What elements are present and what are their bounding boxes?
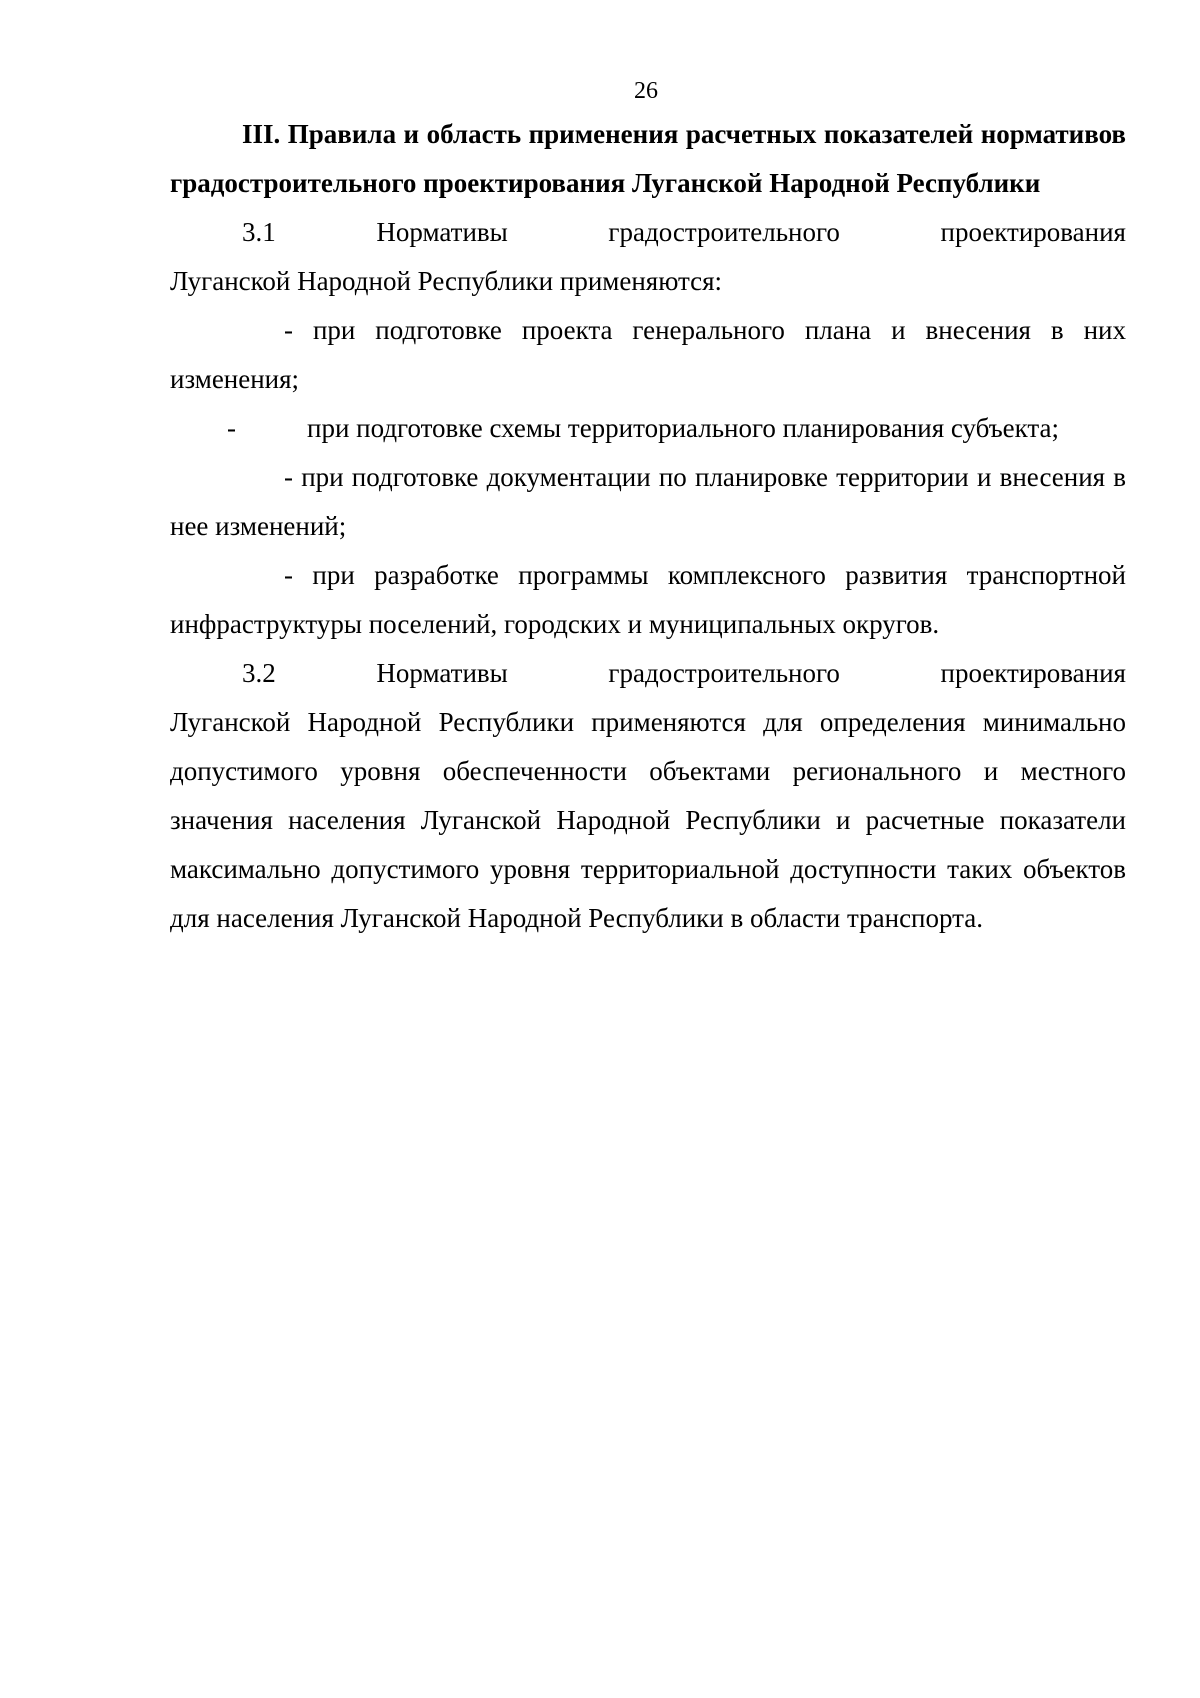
page-content	[170, 110, 1126, 943]
bullet-text: при подготовке проекта генерального плана и внесения в них изменения;	[170, 315, 1127, 394]
section-3-1-number: 3.1	[242, 217, 276, 247]
bullet-dash: -	[284, 315, 293, 345]
section-3-2-number: 3.2	[242, 658, 276, 688]
section-3-1-first-line	[170, 208, 1126, 257]
bullet-text: при подготовке схемы территориального планирования субъекта;	[307, 413, 1060, 443]
section-3-2-word-2: градостроительного	[608, 658, 840, 688]
bullet-text: при подготовке документации по планировке территории и внесения в нее изменений;	[170, 462, 1127, 541]
section-3-1-word-1: Нормативы	[376, 217, 508, 247]
section-3-2-first-line	[170, 649, 1126, 698]
page-number: 26	[634, 78, 658, 104]
section-heading: III. Правила и область применения расчетных показателей нормативов градостроительного проектирования Луганской Народной Республики	[170, 119, 1126, 198]
bullet-dash: -	[227, 413, 236, 443]
section-3-2-word-3: проектирования	[940, 658, 1126, 688]
section-3-1-word-2: градостроительного	[608, 217, 840, 247]
bullet-item-2	[170, 404, 1126, 453]
bullet-text: при разработке программы комплексного развития транспортной инфраструктуры поселений, городских и муниципальных округов.	[170, 560, 1127, 639]
bullet-dash: -	[284, 462, 293, 492]
section-3-1-word-3: проектирования	[940, 217, 1126, 247]
section-3-2-word-1: Нормативы	[376, 658, 508, 688]
bullet-item-4	[170, 551, 1126, 649]
section-3-2-text: Луганской Народной Республики применяются для определения минимально допустимого уровня обеспеченности объектами регионального и местного значения населения Луганской Народной Республики и расчетные показатели максимально допустимого уровня территориальной доступности таких объектов для населения Луганской Народной Республики в области транспорта.	[170, 707, 1126, 933]
section-3-1-text: Луганской Народной Республики применяются:	[170, 266, 723, 296]
bullet-dash: -	[284, 560, 293, 590]
bullet-item-1	[170, 306, 1126, 404]
bullet-item-3	[170, 453, 1126, 551]
